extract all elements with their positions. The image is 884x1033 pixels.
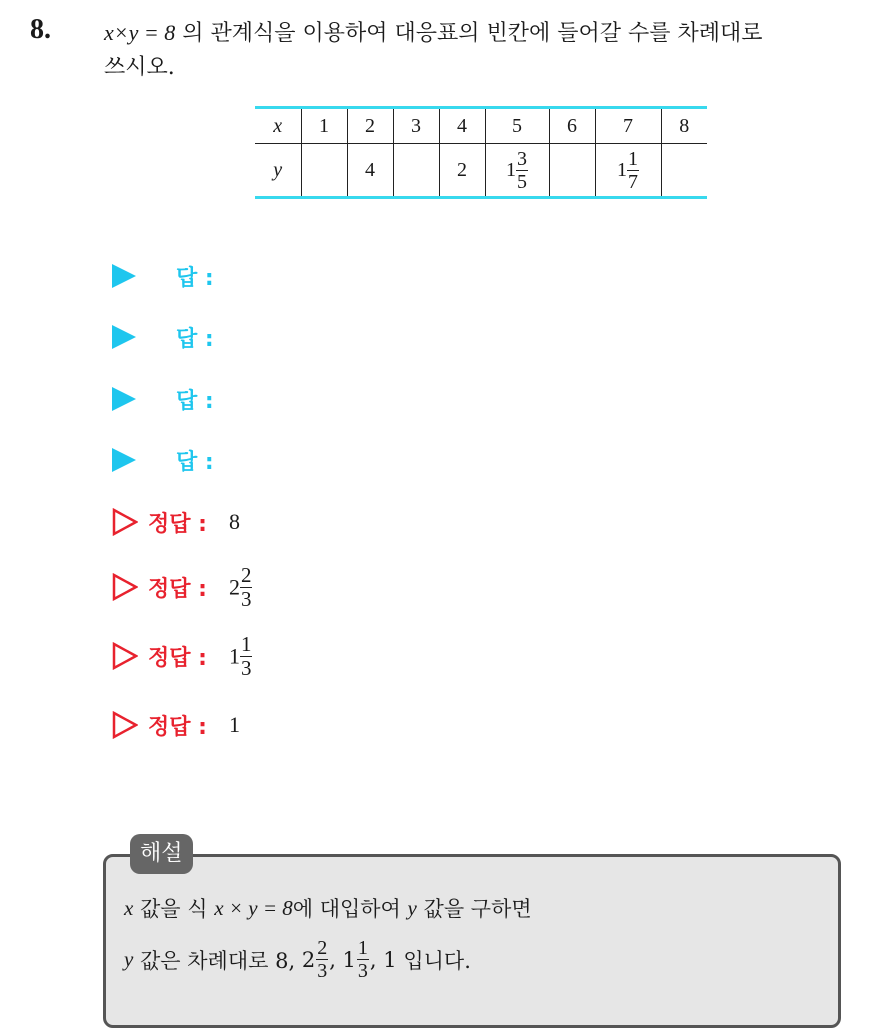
table-y-label: y [255, 144, 301, 197]
table-y-cell: 2 [439, 144, 485, 197]
fraction: $\frac{2}{3}$ [240, 562, 252, 611]
solution-value: 2 $\frac{2}{3}$ [228, 562, 252, 611]
play-triangle-icon [112, 387, 136, 411]
solution-value: 1 [228, 712, 240, 737]
solution-value: 1 $\frac{1}{3}$ [228, 631, 252, 680]
table-x-cell: 2 [347, 109, 393, 144]
fraction: $\frac{1}{3}$ [357, 937, 368, 982]
problem-equation: x×y = 8 [104, 20, 176, 45]
outline-triangle-icon [112, 642, 138, 670]
answer-label: 답 : [176, 326, 214, 352]
answer-row[interactable] [112, 258, 214, 294]
table-x-cell: 4 [439, 109, 485, 144]
explanation-tab: 해설 [130, 834, 193, 874]
table-y-cell [393, 144, 439, 197]
play-triangle-icon [112, 448, 136, 472]
answer-row[interactable] [112, 442, 214, 478]
answer-row[interactable] [112, 319, 214, 355]
explanation-line-1: x 값을 식 x × y = 8 에 대입하여 y 값을 구하면 [124, 895, 532, 921]
table-y-cell [549, 144, 595, 197]
answer-label: 답 : [176, 388, 214, 414]
solution-label: 정답 : [148, 714, 207, 740]
fraction: $\frac{2}{3}$ [317, 937, 328, 982]
solution-row [112, 631, 252, 681]
answer-label: 답 : [176, 265, 214, 291]
table-x-cell: 8 [661, 109, 707, 144]
problem-text-line1: 의 관계식을 이용하여 대응표의 빈칸에 들어갈 수를 차례대로 [182, 21, 763, 46]
solution-label: 정답 : [148, 511, 207, 537]
solution-row [112, 562, 252, 612]
fraction: $\frac{3}{5}$ [517, 147, 527, 193]
answer-row[interactable] [112, 381, 214, 417]
table-x-cell: 3 [393, 109, 439, 144]
problem-text [104, 16, 874, 85]
outline-triangle-icon [112, 508, 138, 536]
table-x-cell: 5 [485, 109, 549, 144]
problem-number: 8. [30, 14, 51, 45]
table-y-cell [661, 144, 707, 197]
play-triangle-icon [112, 325, 136, 349]
table-x-label: x [255, 109, 301, 144]
table-y-cell: 4 [347, 144, 393, 197]
answer-label: 답 : [176, 449, 214, 475]
problem-text-line2: 쓰시오. [104, 55, 175, 80]
table-x-cell: 1 [301, 109, 347, 144]
value-table [255, 106, 707, 199]
explanation-line-2: y 값은 차례대로 8, 2 $\frac{2}{3}$ , 1 $\frac{1}{3}$ , 1 입니다. [124, 937, 471, 982]
fraction: $\frac{1}{3}$ [240, 631, 252, 680]
solution-value: 8 [228, 509, 240, 534]
table-y-cell: 1 $\frac{1}{7}$ [595, 144, 661, 197]
solution-label: 정답 : [148, 645, 207, 671]
play-triangle-icon [112, 264, 136, 288]
table-bottom-rule [255, 196, 707, 199]
table-x-cell: 7 [595, 109, 661, 144]
outline-triangle-icon [112, 573, 138, 601]
table-row-y [255, 144, 707, 197]
table-x-cell: 6 [549, 109, 595, 144]
table-y-cell: 1 $\frac{3}{5}$ [485, 144, 549, 197]
solution-row [112, 700, 240, 750]
table-row-x [255, 109, 707, 144]
solution-label: 정답 : [148, 576, 207, 602]
fraction: $\frac{1}{7}$ [628, 147, 638, 193]
table-y-cell [301, 144, 347, 197]
outline-triangle-icon [112, 711, 138, 739]
solution-row [112, 497, 240, 547]
